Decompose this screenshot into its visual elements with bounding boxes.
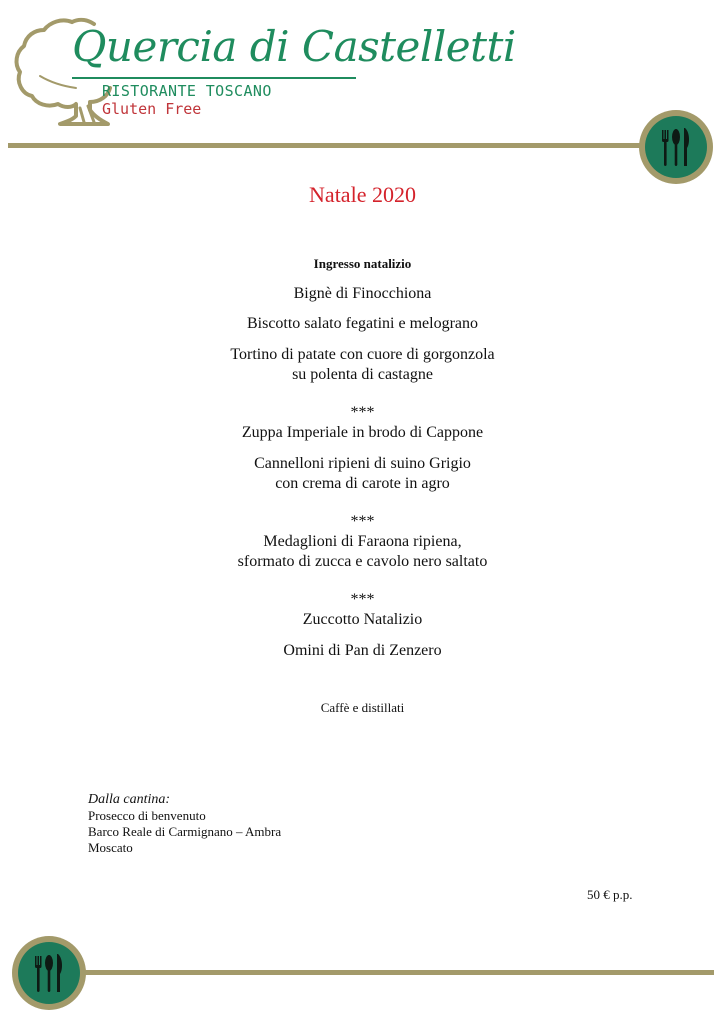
bottom-gold-bar bbox=[82, 970, 714, 975]
wine-item: Prosecco di benvenuto bbox=[88, 808, 206, 823]
restaurant-subtitle: RISTORANTE TOSCANO bbox=[102, 82, 272, 100]
section-label: Ingresso natalizio bbox=[313, 256, 412, 271]
menu-course: Cannelloni ripieni di suino Grigio bbox=[254, 455, 471, 472]
gluten-free-tagline: Gluten Free bbox=[102, 100, 202, 118]
menu-course: con crema di carote in agro bbox=[275, 475, 450, 492]
menu-course: su polenta di castagne bbox=[292, 366, 433, 383]
menu-course: Bignè di Finocchiona bbox=[293, 285, 432, 302]
menu-title: Natale 2020 bbox=[309, 182, 416, 207]
course-separator: *** bbox=[350, 513, 375, 530]
menu-course: Tortino di patate con cuore di gorgonzola bbox=[230, 346, 495, 363]
top-gold-bar bbox=[8, 143, 644, 148]
closing-line: Caffè e distillati bbox=[320, 700, 405, 715]
price-per-person: 50 € p.p. bbox=[587, 887, 633, 902]
wine-list-heading: Dalla cantina: bbox=[88, 792, 171, 807]
logo-divider bbox=[72, 77, 356, 79]
menu-course: Biscotto salato fegatini e melograno bbox=[246, 315, 479, 332]
menu-course: Omini di Pan di Zenzero bbox=[283, 642, 442, 659]
cutlery-badge-icon bbox=[637, 108, 715, 186]
menu-course: Zuccotto Natalizio bbox=[302, 611, 423, 628]
menu-course: Medaglioni di Faraona ripiena, bbox=[263, 533, 462, 550]
wine-item: Moscato bbox=[88, 840, 133, 855]
restaurant-name: Quercia di Castelletti bbox=[72, 22, 516, 71]
course-separator: *** bbox=[350, 404, 375, 421]
course-separator: *** bbox=[350, 591, 375, 608]
wine-item: Barco Reale di Carmignano – Ambra bbox=[88, 824, 282, 839]
menu-course: sformato di zucca e cavolo nero saltato bbox=[237, 553, 488, 570]
menu-course: Zuppa Imperiale in brodo di Cappone bbox=[241, 424, 484, 441]
cutlery-badge-icon bbox=[10, 934, 88, 1012]
